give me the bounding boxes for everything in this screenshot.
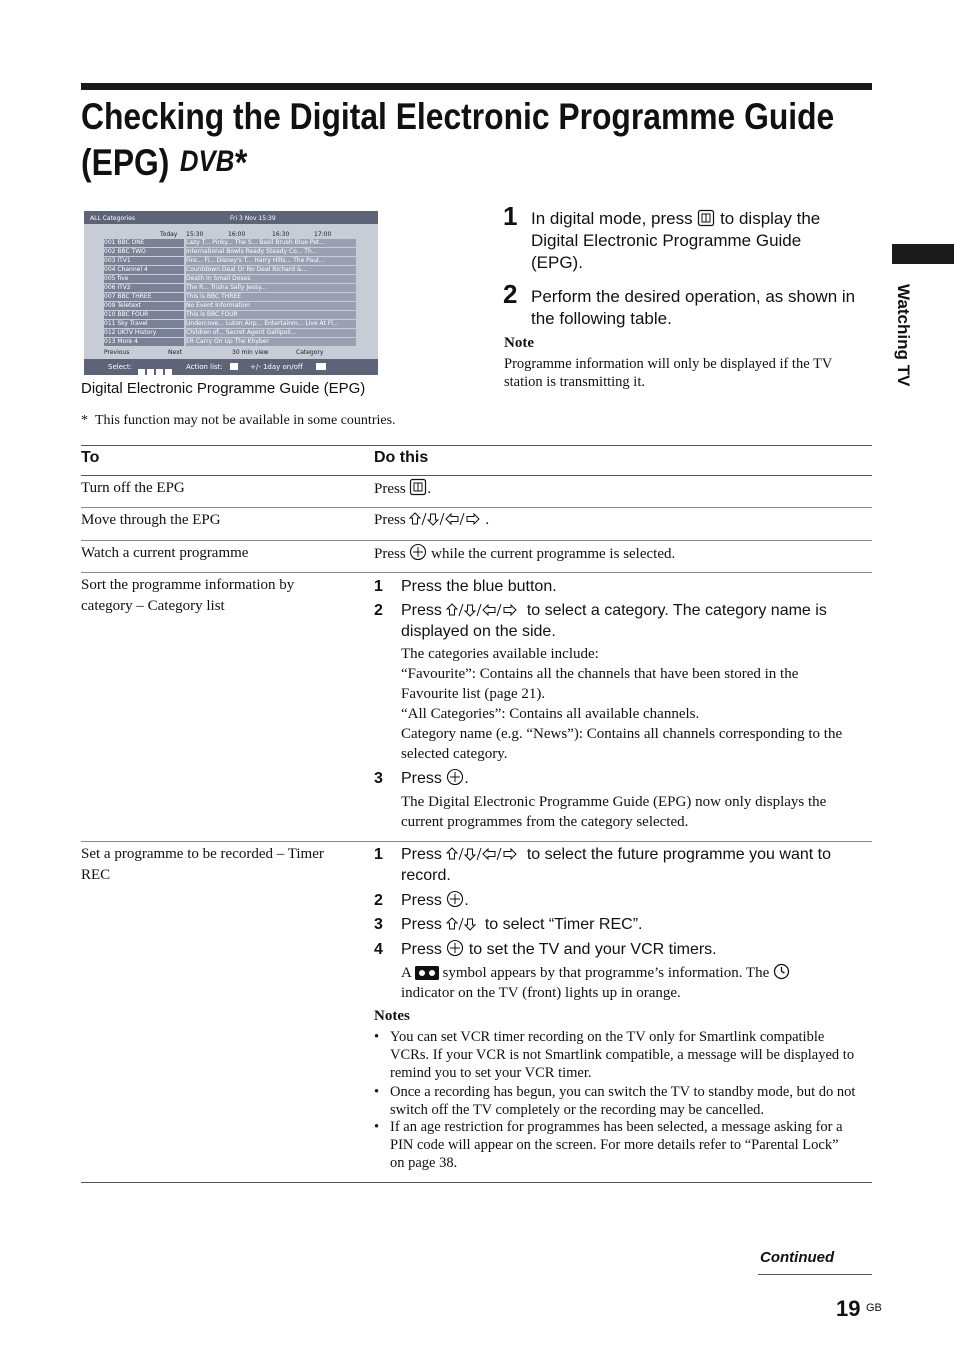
para-line: Category name (e.g. “News”): Contains all channels corresponding to the bbox=[401, 726, 843, 742]
row-1-end: . bbox=[427, 481, 432, 497]
arrow-up-down-icon bbox=[446, 916, 480, 932]
row-4-categories bbox=[401, 644, 871, 764]
ok-button-icon bbox=[409, 543, 427, 561]
epg-channel: 001 BBC ONE bbox=[104, 239, 184, 247]
epg-programmes: ER Carry On Up The Khyber bbox=[186, 338, 356, 346]
step-2-text-a: Perform the desired operation, as shown in bbox=[531, 287, 856, 306]
title-epg: (EPG) bbox=[81, 142, 170, 183]
step-number: 1 bbox=[374, 578, 383, 595]
day-key-icon bbox=[316, 363, 326, 370]
step-number: 3 bbox=[374, 770, 383, 787]
epg-time-3: 16:30 bbox=[272, 231, 290, 238]
row-4-to-line-1: Sort the programme information by bbox=[81, 577, 295, 593]
epg-row bbox=[104, 257, 356, 265]
step-1-text-d: (EPG). bbox=[531, 253, 583, 272]
epg-caption: Digital Electronic Programme Guide (EPG) bbox=[81, 380, 366, 397]
notes-heading: Notes bbox=[374, 1008, 410, 1024]
epg-row bbox=[104, 293, 356, 301]
step-text: to select “Timer REC”. bbox=[484, 916, 643, 933]
epg-row bbox=[104, 302, 356, 310]
step-number: 2 bbox=[374, 892, 383, 909]
row-5-to-line-1: Set a programme to be recorded – Timer bbox=[81, 846, 324, 862]
row-4-result bbox=[401, 792, 871, 832]
para-line: indicator on the TV (front) lights up in orange. bbox=[401, 985, 681, 1001]
row-rule bbox=[81, 572, 872, 573]
table-header-rule bbox=[81, 475, 872, 476]
row-3-to: Watch a current programme bbox=[81, 545, 249, 561]
row-5-symbol-para bbox=[401, 963, 871, 1003]
footnote bbox=[81, 413, 396, 429]
epg-today: Today bbox=[160, 231, 178, 238]
epg-programmes: This is BBC THREE bbox=[186, 293, 356, 301]
epg-programmes: This is BBC FOUR bbox=[186, 311, 356, 319]
epg-nav-previous: Previous bbox=[104, 349, 130, 356]
epg-programmes: Countdown Deal Or No Deal Richard &... bbox=[186, 266, 356, 274]
epg-foot-day: +/- 1day on/off bbox=[250, 363, 303, 371]
epg-nav-next: Next bbox=[168, 349, 182, 356]
para-line: symbol appears by that programme’s information. The bbox=[442, 965, 770, 981]
step-number: 1 bbox=[374, 846, 383, 863]
para-line: selected category. bbox=[401, 746, 508, 762]
para-line: The Digital Electronic Programme Guide (EPG) now only displays the bbox=[401, 794, 827, 810]
row-5-step-1-cont: record. bbox=[401, 867, 451, 884]
epg-programmes: Lazy T... Pinky... The S... Basil Brush Blue Pet... bbox=[186, 239, 356, 247]
note-line: VCRs. If your VCR is not Smartlink compatible, a message will be displayed to bbox=[390, 1047, 855, 1063]
guide-button-icon bbox=[697, 209, 715, 227]
step-text: Press the blue button. bbox=[401, 578, 557, 595]
epg-time-2: 16:00 bbox=[228, 231, 246, 238]
epg-nav-view: 30 min view bbox=[232, 349, 269, 356]
row-4-step-2 bbox=[374, 600, 827, 621]
epg-channel: 011 Sky Travel bbox=[104, 320, 184, 328]
note-line-2: station is transmitting it. bbox=[504, 374, 645, 390]
para-line: current programmes from the category selected. bbox=[401, 814, 689, 830]
ok-button-icon bbox=[446, 768, 464, 786]
page-suffix: GB bbox=[866, 1302, 882, 1314]
table-header-to: To bbox=[81, 449, 100, 466]
epg-programmes: Fire... Fi... Disney's T... Harry Hills... The Paul... bbox=[186, 257, 356, 265]
epg-programmes: No Event Information bbox=[186, 302, 356, 310]
row-3-do bbox=[374, 543, 675, 565]
row-1-press: Press bbox=[374, 481, 406, 497]
arrow-up-down-left-right-icon bbox=[409, 511, 485, 527]
step-number: 3 bbox=[374, 916, 383, 933]
epg-time-4: 17:00 bbox=[314, 231, 332, 238]
epg-row bbox=[104, 284, 356, 292]
continued-rule bbox=[758, 1274, 872, 1275]
epg-channel: 004 Channel 4 bbox=[104, 266, 184, 274]
note-line-1: Programme information will only be displayed if the TV bbox=[504, 356, 833, 372]
row-rule bbox=[81, 841, 872, 842]
step-1-number: 1 bbox=[503, 201, 518, 231]
step-2-text bbox=[531, 286, 876, 330]
epg-channel: 002 BBC TWO bbox=[104, 248, 184, 256]
ok-button-icon bbox=[446, 939, 464, 957]
epg-channel: 007 BBC THREE bbox=[104, 293, 184, 301]
epg-channel: 005 five bbox=[104, 275, 184, 283]
row-5-step-4 bbox=[374, 939, 717, 960]
para-line: A bbox=[401, 965, 412, 981]
epg-row bbox=[104, 239, 356, 247]
note-bullet-3: • bbox=[374, 1119, 380, 1135]
para-line: Favourite list (page 21). bbox=[401, 686, 546, 702]
step-1-text bbox=[531, 208, 871, 274]
note-bullet-2: • bbox=[374, 1084, 380, 1100]
row-3-end: while the current programme is selected. bbox=[431, 546, 676, 562]
epg-row bbox=[104, 311, 356, 319]
epg-row bbox=[104, 329, 356, 337]
row-5-step-2: 2 Press . bbox=[374, 892, 469, 909]
footnote-mark: * bbox=[81, 413, 88, 428]
table-bottom-rule bbox=[81, 1182, 872, 1183]
row-5-step-3 bbox=[374, 914, 642, 935]
epg-time-1: 15:30 bbox=[186, 231, 204, 238]
page-title bbox=[81, 94, 835, 186]
side-label-text: Watching TV bbox=[894, 284, 913, 387]
table-top-rule bbox=[81, 445, 872, 446]
note-bullet-1: • bbox=[374, 1029, 380, 1045]
row-1-to: Turn off the EPG bbox=[81, 480, 185, 496]
step-2-text-b: the following table. bbox=[531, 309, 672, 328]
epg-programmes: Death In Small Doses bbox=[186, 275, 356, 283]
epg-channel: 006 ITV2 bbox=[104, 284, 184, 292]
page-number: 19 bbox=[836, 1296, 861, 1321]
step-number: 4 bbox=[374, 941, 383, 958]
row-2-end: . bbox=[485, 512, 490, 528]
epg-row bbox=[104, 338, 356, 346]
note-line: on page 38. bbox=[390, 1155, 458, 1171]
epg-foot-action: Action list: bbox=[186, 363, 223, 371]
step-1-text-c: Digital Electronic Programme Guide bbox=[531, 231, 802, 250]
epg-programmes: Undercove... Luton Airp... Entertainm... Live At Fl... bbox=[186, 320, 356, 328]
guide-button-icon bbox=[409, 478, 427, 496]
note-line: Once a recording has begun, you can switch the TV to standby mode, but do not bbox=[390, 1084, 856, 1100]
epg-header-right: Fri 3 Nov 15:39 bbox=[230, 215, 276, 222]
epg-channel: 013 More 4 bbox=[104, 338, 184, 346]
step-text: Press bbox=[401, 770, 442, 787]
arrow-up-down-left-right-icon bbox=[446, 602, 522, 618]
title-asterisk: * bbox=[234, 142, 248, 183]
timer-clock-icon bbox=[773, 963, 790, 980]
step-text: to set the TV and your VCR timers. bbox=[468, 941, 717, 958]
row-5-to bbox=[81, 844, 324, 886]
row-4-step-3: 3 Press . bbox=[374, 770, 469, 787]
epg-row bbox=[104, 275, 356, 283]
table-header-do-this: Do this bbox=[374, 449, 429, 466]
epg-nav-category: Category bbox=[296, 349, 324, 356]
note-line: You can set VCR timer recording on the TV only for Smartlink compatible bbox=[390, 1029, 825, 1045]
step-number: 2 bbox=[374, 602, 383, 619]
side-tab-marker bbox=[892, 244, 954, 264]
step-1-text-a: In digital mode, press bbox=[531, 209, 693, 228]
epg-channel: 012 UKTV History bbox=[104, 329, 184, 337]
step-text: to select a category. The category name is bbox=[526, 602, 827, 619]
epg-row bbox=[104, 320, 356, 328]
epg-header-left: ALL Categories bbox=[90, 215, 136, 222]
step-text: Press bbox=[401, 892, 442, 909]
title-rule bbox=[81, 83, 872, 90]
step-text: to select the future programme you want to bbox=[526, 846, 831, 863]
note-line: switch off the TV completely or the recording may be cancelled. bbox=[390, 1102, 765, 1118]
note-3 bbox=[390, 1118, 872, 1172]
note-2 bbox=[390, 1083, 872, 1119]
epg-channel: 010 BBC FOUR bbox=[104, 311, 184, 319]
step-2-number: 2 bbox=[503, 279, 518, 309]
step-1-text-b: to display the bbox=[720, 209, 821, 228]
epg-programmes: The R... Trisha Sally Jessy... bbox=[186, 284, 356, 292]
arrow-keys-icon bbox=[138, 363, 174, 370]
title-line-1: Checking the Digital Electronic Programme Guide bbox=[81, 96, 835, 137]
step-text: Press bbox=[401, 941, 442, 958]
footnote-text: This function may not be available in some countries. bbox=[95, 413, 396, 428]
para-line: “Favourite”: Contains all the channels that have been stored in the bbox=[401, 666, 799, 682]
continued-label: Continued bbox=[760, 1249, 835, 1266]
row-3-press: Press bbox=[374, 546, 406, 562]
epg-row bbox=[104, 266, 356, 274]
row-2-do bbox=[374, 510, 489, 531]
row-2-to: Move through the EPG bbox=[81, 512, 221, 528]
arrow-up-down-left-right-icon bbox=[446, 846, 522, 862]
ok-button-icon bbox=[446, 890, 464, 908]
row-5-step-1 bbox=[374, 844, 831, 865]
step-text: Press bbox=[401, 846, 442, 863]
note-line: If an age restriction for programmes has been selected, a message asking for a bbox=[390, 1119, 843, 1135]
row-rule bbox=[81, 507, 872, 508]
epg-channel: 003 ITV1 bbox=[104, 257, 184, 265]
row-4-step-2-cont: displayed on the side. bbox=[401, 623, 556, 640]
title-line-2 bbox=[81, 140, 761, 186]
side-section-label bbox=[893, 284, 921, 394]
note-heading: Note bbox=[504, 335, 534, 351]
epg-row bbox=[104, 248, 356, 256]
row-4-to bbox=[81, 575, 294, 617]
row-4-to-line-2: category – Category list bbox=[81, 598, 225, 614]
note-line: remind you to set your VCR timer. bbox=[390, 1065, 592, 1081]
row-5-to-line-2: REC bbox=[81, 867, 111, 883]
note-line: PIN code will appear on the screen. For more details refer to “Parental Lock” bbox=[390, 1137, 839, 1153]
vcr-cassette-icon bbox=[415, 966, 439, 980]
dvb-logo-text: DVB bbox=[179, 145, 235, 175]
para-line: The categories available include: bbox=[401, 646, 599, 662]
note-text bbox=[504, 355, 832, 391]
row-1-do bbox=[374, 478, 431, 500]
epg-screenshot bbox=[84, 211, 378, 375]
epg-programmes: Children of... Secret Agent Gallipoli... bbox=[186, 329, 356, 337]
dvb-logo-icon bbox=[178, 145, 235, 175]
epg-foot-select: Select: bbox=[108, 363, 132, 371]
row-4-step-1 bbox=[374, 576, 557, 597]
row-2-press: Press bbox=[374, 512, 406, 528]
para-line: “All Categories”: Contains all available channels. bbox=[401, 706, 700, 722]
action-key-icon bbox=[230, 363, 238, 370]
step-text: Press bbox=[401, 916, 442, 933]
epg-channel: 009 Teletext bbox=[104, 302, 184, 310]
note-1 bbox=[390, 1028, 872, 1082]
step-text: Press bbox=[401, 602, 442, 619]
epg-programmes: International Bowls Ready Steady Co... Th... bbox=[186, 248, 356, 256]
row-rule bbox=[81, 540, 872, 541]
